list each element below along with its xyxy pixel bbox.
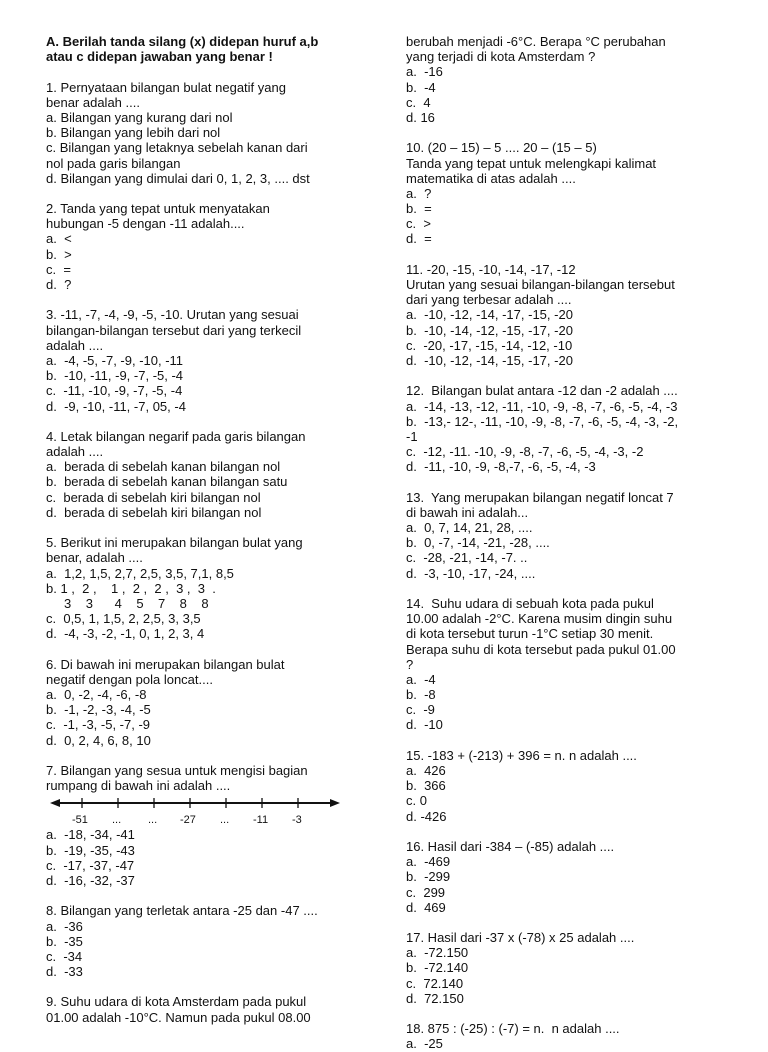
option-d[interactable]: d. -3, -10, -17, -24, .... bbox=[406, 565, 536, 581]
option-d[interactable]: d. -9, -10, -11, -7, 05, -4 bbox=[46, 398, 186, 414]
option-a[interactable]: a. -4, -5, -7, -9, -10, -11 bbox=[46, 352, 184, 368]
option-b[interactable]: b. > bbox=[46, 246, 72, 262]
option-a[interactable]: a. -469 bbox=[406, 854, 451, 870]
option-c[interactable]: c. 299 bbox=[406, 884, 446, 900]
option-b[interactable]: b. -72.140 bbox=[406, 960, 469, 976]
option-b[interactable]: b. -299 bbox=[406, 869, 451, 885]
question-text: berubah menjadi -6°C. Berapa °C perubahan bbox=[406, 34, 666, 49]
question-text: 5. Berikut ini merupakan bilangan bulat yang bbox=[46, 535, 303, 551]
option-d[interactable]: d. -16, -32, -37 bbox=[46, 872, 135, 888]
question-4 bbox=[46, 429, 386, 520]
option-a[interactable]: a. -10, -12, -14, -17, -15, -20 bbox=[406, 307, 573, 323]
question-text: bilangan-bilangan tersebut dari yang terkecil bbox=[46, 322, 302, 338]
option-b[interactable]: b. 1 , 2 , 1 , 2 , 2 , 3 , 3 . bbox=[46, 580, 216, 596]
question-text: 12. Bilangan bulat antara -12 dan -2 adalah .... bbox=[406, 383, 678, 399]
number-line-label: ... bbox=[112, 814, 122, 827]
option-b[interactable]: b. Bilangan yang lebih dari nol bbox=[46, 125, 221, 141]
question-text: Tanda yang tepat untuk melengkapi kalimat bbox=[406, 155, 657, 171]
option-c[interactable]: c. -20, -17, -15, -14, -12, -10 bbox=[406, 337, 573, 353]
question-10 bbox=[406, 140, 746, 246]
option-a[interactable]: a. 0, -2, -4, -6, -8 bbox=[46, 687, 147, 703]
option-c[interactable]: c. -12, -11. -10, -9, -8, -7, -6, -5, -4, -3, -2 bbox=[406, 444, 644, 460]
question-9-continued bbox=[406, 34, 746, 125]
option-b[interactable]: b. -4 bbox=[406, 79, 436, 95]
arrow-right-icon bbox=[330, 799, 340, 807]
question-text: matematika di atas adalah .... bbox=[406, 170, 576, 186]
option-b[interactable]: b. -10, -14, -12, -15, -17, -20 bbox=[406, 322, 573, 338]
option-a[interactable]: a. -36 bbox=[46, 918, 83, 934]
question-text: di bawah ini adalah... bbox=[406, 504, 529, 520]
option-d[interactable]: d. 16 bbox=[406, 109, 435, 125]
question-12 bbox=[406, 383, 746, 474]
question-8 bbox=[46, 903, 386, 979]
number-line-axis bbox=[50, 793, 340, 813]
question-text: ? bbox=[406, 656, 414, 672]
option-c[interactable]: c. 4 bbox=[406, 94, 431, 110]
option-c[interactable]: c. = bbox=[46, 261, 71, 277]
option-d[interactable]: d. -11, -10, -9, -8,-7, -6, -5, -4, -3 bbox=[406, 459, 596, 475]
question-text: di kota tersebut turun -1°C setiap 30 menit. bbox=[406, 626, 654, 642]
question-text: Urutan yang sesuai bilangan-bilangan tersebut bbox=[406, 277, 675, 292]
question-1 bbox=[46, 80, 386, 186]
option-c[interactable]: c. 72.140 bbox=[406, 975, 464, 991]
question-text: benar, adalah .... bbox=[46, 550, 143, 566]
option-c[interactable]: c. 0 bbox=[406, 793, 427, 809]
question-text: 10.00 adalah -2°C. Karena musim dingin suhu bbox=[406, 611, 673, 627]
number-line-label: ... bbox=[220, 814, 230, 827]
question-text: 01.00 adalah -10°C. Namun pada pukul 08.00 bbox=[46, 1009, 311, 1025]
option-d[interactable]: d. 72.150 bbox=[406, 990, 464, 1006]
number-line-label: -3 bbox=[292, 814, 302, 827]
question-text: Berapa suhu di kota tersebut pada pukul 01.00 bbox=[406, 641, 676, 657]
option-a[interactable]: a. 1,2, 1,5, 2,7, 2,5, 3,5, 7,1, 8,5 bbox=[46, 565, 234, 581]
option-a[interactable]: a. -16 bbox=[406, 64, 443, 80]
option-b[interactable]: b. 0, -7, -14, -21, -28, .... bbox=[406, 535, 550, 551]
option-c[interactable]: c. > bbox=[406, 216, 431, 232]
option-d[interactable]: d. 469 bbox=[406, 899, 446, 915]
option-a[interactable]: a. -25 bbox=[406, 1036, 443, 1052]
number-line-label: -51 bbox=[72, 814, 88, 827]
option-c[interactable]: c. -17, -37, -47 bbox=[46, 857, 135, 873]
option-a[interactable]: a. -18, -34, -41 bbox=[46, 827, 135, 843]
option-c[interactable]: c. -9 bbox=[406, 702, 435, 718]
left-column bbox=[46, 34, 386, 1025]
option-b[interactable]: b. -19, -35, -43 bbox=[46, 842, 135, 858]
option-a[interactable]: a. < bbox=[46, 231, 72, 247]
option-d[interactable]: d. 0, 2, 4, 6, 8, 10 bbox=[46, 732, 151, 748]
option-b[interactable]: b. -35 bbox=[46, 933, 83, 949]
option-b[interactable]: b. berada di sebelah kanan bilangan satu bbox=[46, 474, 288, 490]
question-text: dari yang terbesar adalah .... bbox=[406, 292, 572, 308]
option-c[interactable]: c. 0,5, 1, 1,5, 2, 2,5, 3, 3,5 bbox=[46, 611, 201, 627]
option-d[interactable]: d. ? bbox=[46, 277, 72, 292]
question-text: 16. Hasil dari -384 – (-85) adalah .... bbox=[406, 838, 615, 854]
question-6 bbox=[46, 657, 386, 748]
option-c[interactable]: c. Bilangan yang letaknya sebelah kanan dari bbox=[46, 140, 308, 156]
question-text: 11. -20, -15, -10, -14, -17, -12 bbox=[406, 261, 576, 277]
option-b[interactable]: b. -1, -2, -3, -4, -5 bbox=[46, 702, 151, 718]
option-c[interactable]: c. -1, -3, -5, -7, -9 bbox=[46, 717, 151, 733]
question-text: 6. Di bawah ini merupakan bilangan bulat bbox=[46, 656, 285, 672]
option-c[interactable]: c. berada di sebelah kiri bilangan nol bbox=[46, 489, 261, 505]
question-7 bbox=[46, 763, 386, 888]
question-text: 15. -183 + (-213) + 396 = n. n adalah .... bbox=[406, 747, 637, 763]
question-text: rumpang di bawah ini adalah .... bbox=[46, 778, 231, 794]
option-b[interactable]: b. = bbox=[406, 201, 432, 217]
option-a[interactable]: a. 426 bbox=[406, 763, 446, 778]
number-line-label: -27 bbox=[180, 814, 196, 827]
question-text: 14. Suhu udara di sebuah kota pada pukul bbox=[406, 595, 654, 611]
option-d[interactable]: d. -4, -3, -2, -1, 0, 1, 2, 3, 4 bbox=[46, 626, 205, 642]
option-b-denominators: 3 3 4 5 7 8 8 bbox=[46, 595, 209, 611]
question-18 bbox=[406, 1021, 746, 1051]
option-c[interactable]: c. -11, -10, -9, -7, -5, -4 bbox=[46, 383, 183, 399]
question-text: hubungan -5 dengan -11 adalah.... bbox=[46, 216, 245, 232]
question-3 bbox=[46, 307, 386, 413]
question-16 bbox=[406, 839, 746, 915]
question-text: 18. 875 : (-25) : (-7) = n. n adalah .... bbox=[406, 1021, 620, 1037]
option-d[interactable]: d. -10 bbox=[406, 717, 443, 733]
question-text: negatif dengan pola loncat.... bbox=[46, 671, 213, 687]
question-11 bbox=[406, 262, 746, 368]
number-line bbox=[50, 793, 340, 827]
arrow-left-icon bbox=[50, 799, 60, 807]
question-text: 3. -11, -7, -4, -9, -5, -10. Urutan yang sesuai bbox=[46, 307, 299, 323]
question-17 bbox=[406, 930, 746, 1006]
option-b[interactable]: b. 366 bbox=[406, 778, 446, 794]
number-line-label: ... bbox=[148, 814, 158, 827]
question-9 bbox=[46, 994, 386, 1024]
option-a[interactable]: a. ? bbox=[406, 185, 432, 201]
right-column bbox=[406, 34, 746, 1052]
question-2 bbox=[46, 201, 386, 292]
question-text: adalah .... bbox=[46, 337, 104, 353]
option-d[interactable]: d. berada di sebelah kiri bilangan nol bbox=[46, 504, 262, 520]
option-d[interactable]: d. -10, -12, -14, -15, -17, -20 bbox=[406, 352, 573, 368]
question-text: 13. Yang merupakan bilangan negatif loncat 7 bbox=[406, 489, 674, 505]
option-a[interactable]: a. -14, -13, -12, -11, -10, -9, -8, -7, -6, -5, -4, -3 bbox=[406, 398, 678, 414]
instruction-line-2: atau c didepan jawaban yang benar ! bbox=[46, 49, 273, 65]
option-a[interactable]: a. 0, 7, 14, 21, 28, .... bbox=[406, 520, 533, 535]
option-d[interactable]: d. = bbox=[406, 231, 432, 247]
question-text: 4. Letak bilangan negarif pada garis bilangan bbox=[46, 428, 306, 444]
option-a[interactable]: a. -72.150 bbox=[406, 945, 469, 961]
question-15 bbox=[406, 748, 746, 824]
option-d[interactable]: d. -426 bbox=[406, 808, 447, 824]
option-d[interactable]: d. -33 bbox=[46, 964, 83, 980]
option-a[interactable]: a. -4 bbox=[406, 671, 436, 687]
question-text: 9. Suhu udara di kota Amsterdam pada pukul bbox=[46, 994, 307, 1010]
number-line-label: -11 bbox=[253, 814, 269, 827]
option-d[interactable]: d. Bilangan yang dimulai dari 0, 1, 2, 3, .... dst bbox=[46, 170, 310, 186]
option-b[interactable]: b. -10, -11, -9, -7, -5, -4 bbox=[46, 368, 184, 384]
question-text: 10. (20 – 15) – 5 .... 20 – (15 – 5) bbox=[406, 140, 597, 156]
question-text: 7. Bilangan yang sesua untuk mengisi bagian bbox=[46, 763, 308, 778]
question-text: adalah .... bbox=[46, 444, 104, 460]
option-a[interactable]: a. berada di sebelah kanan bilangan nol bbox=[46, 459, 281, 475]
question-13 bbox=[406, 490, 746, 581]
instruction-line-1: A. Berilah tanda silang (x) didepan huruf a,b bbox=[46, 34, 319, 49]
option-c[interactable]: c. -28, -21, -14, -7. .. bbox=[406, 550, 528, 566]
option-b-cont: -1 bbox=[406, 428, 418, 444]
option-b[interactable]: b. -8 bbox=[406, 687, 436, 703]
question-5 bbox=[46, 535, 386, 641]
question-text: 8. Bilangan yang terletak antara -25 dan -47 .... bbox=[46, 903, 318, 919]
question-text: benar adalah .... bbox=[46, 94, 140, 110]
option-b[interactable]: b. -13,- 12-, -11, -10, -9, -8, -7, -6, -5, -4, -3, -2, bbox=[406, 413, 679, 429]
question-text: yang terjadi di kota Amsterdam ? bbox=[406, 49, 596, 65]
question-text: 1. Pernyataan bilangan bulat negatif yang bbox=[46, 79, 286, 95]
question-text: 17. Hasil dari -37 x (-78) x 25 adalah .... bbox=[406, 930, 635, 946]
option-c-cont: nol pada garis bilangan bbox=[46, 155, 181, 171]
question-text: 2. Tanda yang tepat untuk menyatakan bbox=[46, 201, 270, 217]
option-c[interactable]: c. -34 bbox=[46, 948, 83, 964]
question-14 bbox=[406, 596, 746, 733]
option-a[interactable]: a. Bilangan yang kurang dari nol bbox=[46, 109, 233, 125]
